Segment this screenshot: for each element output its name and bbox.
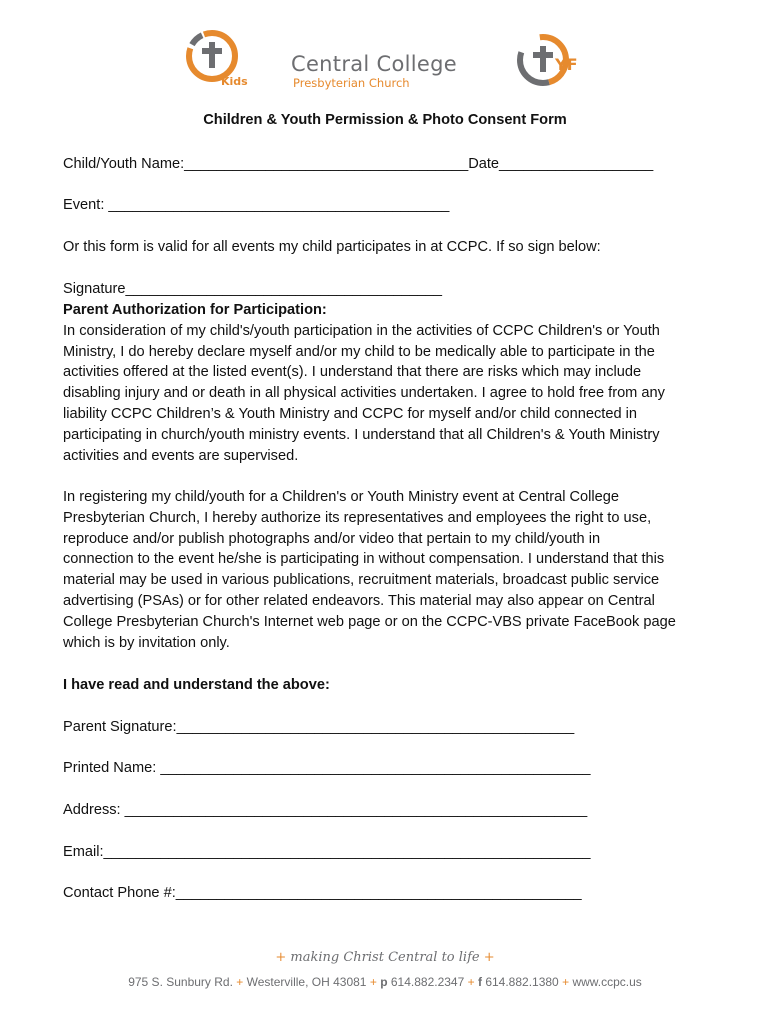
- authorization-section: [63, 300, 713, 466]
- plus-icon: +: [562, 975, 570, 989]
- youth-logo: [515, 32, 591, 92]
- youth-logo-text: YF: [555, 55, 578, 74]
- authorization-line: disabling injury and or death in all physical activities undertaken. I agree to hold free from any: [63, 385, 665, 402]
- photo-consent-line: connection to the event he/she is participating in without compensation. I understand that this: [63, 551, 665, 568]
- authorization-heading: Parent Authorization for Participation:: [63, 302, 327, 318]
- kids-logo: [183, 27, 251, 89]
- child-name-date-field[interactable]: Child/Youth Name:___________________________________Date___________________: [63, 156, 654, 172]
- form-title: Children & Youth Permission & Photo Consent Form: [203, 112, 567, 128]
- authorization-line: activities offered at the listed event(s). I understand that there are risks which may include: [63, 364, 642, 381]
- footer-contact: [0, 975, 770, 989]
- authorization-line: Ministry, I do hereby declare myself and/or my child to be medically able to participate in the: [63, 343, 655, 360]
- kids-logo-text: Kids: [221, 75, 248, 88]
- tagline: [0, 950, 770, 965]
- fax-label: f: [477, 975, 482, 989]
- photo-consent-line: reproduce and/or publish photographs and/or video that pertain to my child/youth in: [63, 530, 601, 547]
- parent-signature-field[interactable]: Parent Signature:_________________________________________________: [63, 719, 575, 735]
- address-field[interactable]: Address: _________________________________________________________: [63, 802, 588, 818]
- plus-icon: +: [236, 975, 244, 989]
- plus-icon: +: [467, 975, 475, 989]
- plus-icon: +: [483, 950, 495, 965]
- footer-web[interactable]: www.ccpc.us: [572, 975, 642, 989]
- plus-icon: +: [369, 975, 377, 989]
- authorization-line: liability CCPC Children’s & Youth Ministry and CCPC for myself and/or child connected in: [63, 405, 638, 422]
- all-events-text: Or this form is valid for all events my child participates in at CCPC. If so sign below:: [63, 239, 601, 255]
- authorization-line: In consideration of my child's/youth participation in the activities of CCPC Children's or Youth: [63, 322, 660, 339]
- photo-consent-line: College Presbyterian Church's Internet web page or on the CCPC-VBS private FaceBook page: [63, 613, 676, 630]
- email-field[interactable]: Email:____________________________________________________________: [63, 844, 591, 860]
- photo-consent-section: [63, 487, 713, 653]
- photo-consent-line: Presbyterian Church, I hereby authorize its representatives and employees the right to use,: [63, 509, 652, 526]
- tagline-text: making Christ Central to life: [290, 950, 480, 965]
- printed-name-field[interactable]: Printed Name: _____________________________________________________: [63, 760, 591, 776]
- photo-consent-line: advertising (PSAs) or for other related endeavors. This material may also appear on Central: [63, 592, 655, 609]
- plus-icon: +: [275, 950, 287, 965]
- authorization-line: participating in church/youth ministry events. I understand that all Children's & Youth Ministry: [63, 426, 660, 443]
- phone-label: p: [380, 975, 388, 989]
- acknowledgement-heading: I have read and understand the above:: [63, 677, 330, 693]
- footer-city: Westerville, OH 43081: [246, 975, 367, 989]
- brand-subtitle: Presbyterian Church: [293, 76, 410, 90]
- brand-name: Central College: [291, 52, 457, 76]
- authorization-line: activities and events are supervised.: [63, 447, 299, 464]
- footer-fax: 614.882.1380: [485, 975, 559, 989]
- photo-consent-line: In registering my child/youth for a Children's or Youth Ministry event at Central College: [63, 489, 620, 505]
- footer-address: 975 S. Sunbury Rd.: [128, 975, 233, 989]
- signature-field[interactable]: Signature_______________________________________: [63, 281, 443, 297]
- event-field[interactable]: Event: __________________________________________: [63, 197, 450, 213]
- photo-consent-line: material may be used in various publications, recruitment materials, broadcast public service: [63, 572, 660, 589]
- footer-phone: 614.882.2347: [390, 975, 465, 989]
- photo-consent-line: which is by invitation only.: [63, 634, 230, 651]
- contact-phone-field[interactable]: Contact Phone #:__________________________________________________: [63, 885, 582, 901]
